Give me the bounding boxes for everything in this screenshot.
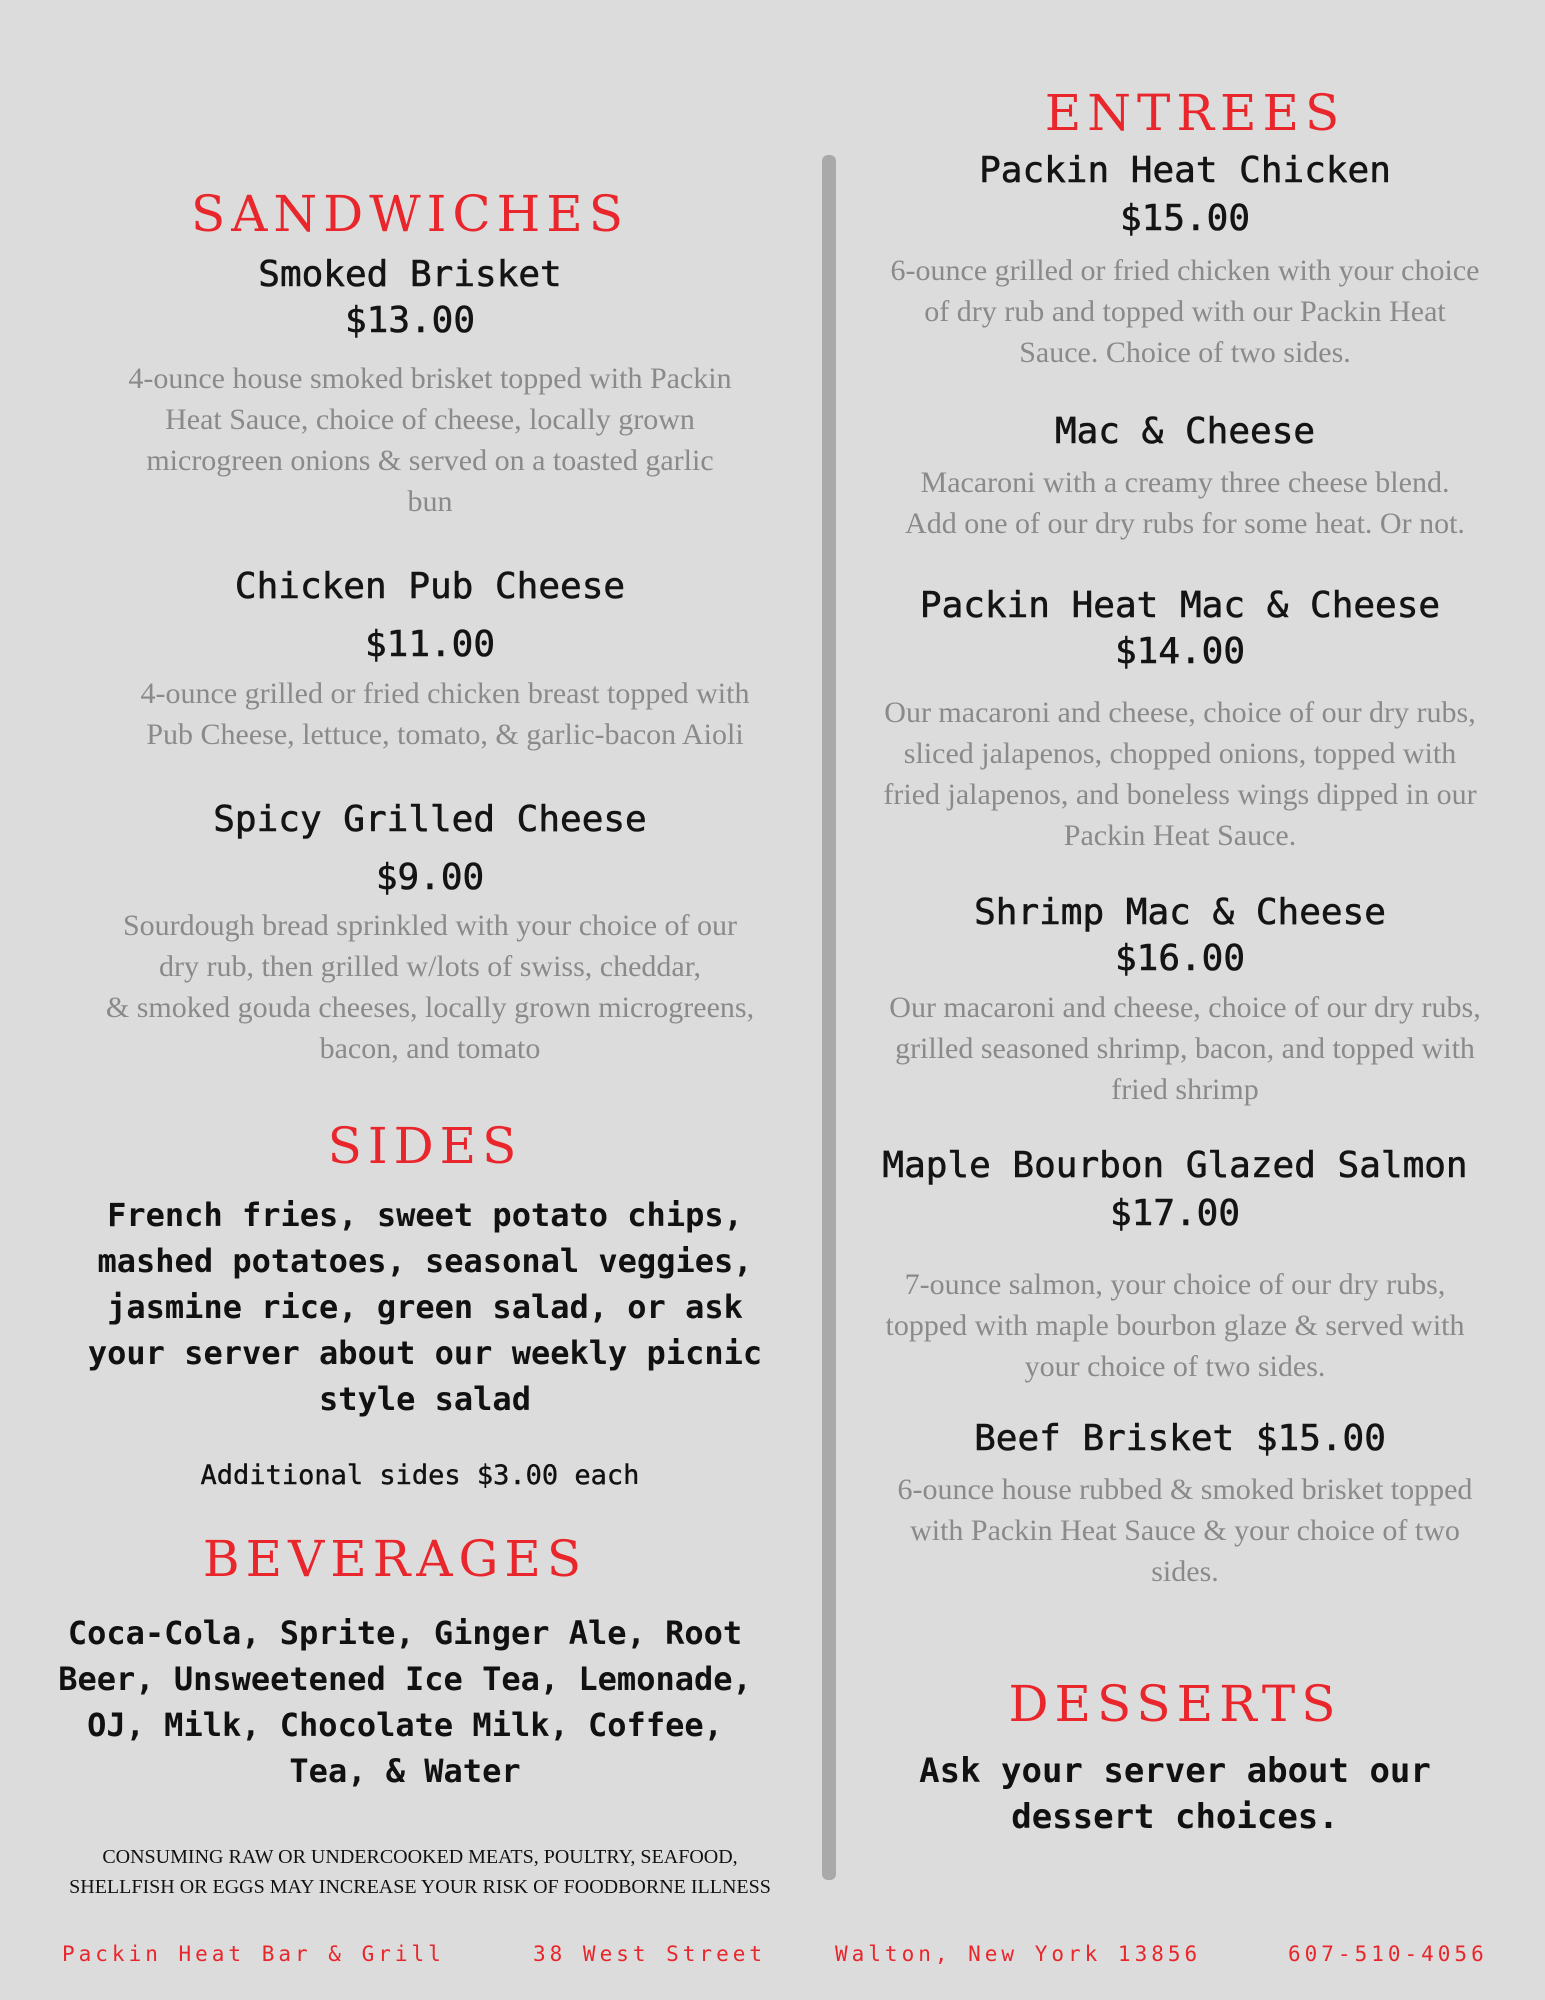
item-name: Packin Heat Chicken [979,150,1391,191]
footer-contact [0,1942,1545,1972]
desserts-text: Ask your server about our dessert choices. [919,1751,1431,1837]
item-description: Sourdough bread sprinkled with your choice of our dry rub, then grilled w/lots of swiss, cheddar, & smoked gouda cheeses, locally grown microgreens, bacon, and tomato [105,909,755,1065]
sides-list: French fries, sweet potato chips, mashed potatoes, seasonal veggies, jasmine rice, green salad, or ask your server about our weekly picnic style salad [87,1196,763,1418]
desserts-title: DESSERTS [1008,1675,1342,1733]
entrees-title: ENTREES [1044,84,1346,142]
item-price: $16.00 [1114,938,1246,979]
item-name: Spicy Grilled Cheese [213,799,647,840]
footer-business-name: Packin Heat Bar & Grill [62,1942,445,1966]
item-name: Mac & Cheese [1054,411,1316,452]
item-name: Chicken Pub Cheese [234,566,626,607]
item-name: Shrimp Mac & Cheese [974,892,1386,933]
item-price: $9.00 [375,857,485,898]
footer-street: 38 West Street [533,1942,767,1966]
item-price: $17.00 [1109,1193,1241,1234]
item-description: 7-ounce salmon, your choice of our dry rubs, topped with maple bourbon glaze & served with your choice of two sides. [885,1268,1465,1383]
item-price: $15.00 [1119,198,1251,239]
item-name: Smoked Brisket [258,254,562,295]
item-description: Our macaroni and cheese, choice of our dry rubs, sliced jalapenos, chopped onions, topped with fried jalapenos, and boneless wings dipped in our Packin Heat Sauce. [883,696,1477,852]
sides-title: SIDES [327,1117,523,1175]
item-description: 4-ounce house smoked brisket topped with Packin Heat Sauce, choice of cheese, locally grown microgreen onions & served on a toasted garlic bun [128,362,732,518]
item-price: $14.00 [1114,631,1246,672]
item-description: 6-ounce house rubbed & smoked brisket topped with Packin Heat Sauce & your choice of two sides. [897,1473,1473,1588]
item-description: Macaroni with a creamy three cheese blend. Add one of our dry rubs for some heat. Or not. [905,466,1465,540]
item-price: $11.00 [364,624,496,665]
beverages-list: Coca-Cola, Sprite, Ginger Ale, Root Beer, Unsweetened Ice Tea, Lemonade, OJ, Milk, Chocolate Milk, Coffee, Tea, & Water [58,1614,752,1790]
beverages-title: BEVERAGES [202,1530,588,1588]
item-name: Maple Bourbon Glazed Salmon [882,1145,1468,1186]
item-name: Packin Heat Mac & Cheese [919,585,1441,626]
item-description: 6-ounce grilled or fried chicken with your choice of dry rub and topped with our Packin Heat Sauce. Choice of two sides. [890,254,1480,369]
item-description: Our macaroni and cheese, choice of our dry rubs, grilled seasoned shrimp, bacon, and topped with fried shrimp [889,991,1481,1106]
item-name: Beef Brisket $15.00 [974,1418,1386,1459]
footer-city: Walton, New York 13856 [835,1942,1202,1966]
additional-sides-note: Additional sides $3.00 each [200,1460,640,1491]
food-safety-warning: CONSUMING RAW OR UNDERCOOKED MEATS, POULTRY, SEAFOOD, SHELLFISH OR EGGS MAY INCREASE YOUR RISK OF FOODBORNE ILLNESS [69,1846,771,1898]
sandwiches-title: SANDWICHES [191,185,629,243]
item-price: $13.00 [344,300,476,341]
footer-phone: 607-510-4056 [1288,1942,1488,1966]
item-description: 4-ounce grilled or fried chicken breast topped with Pub Cheese, lettuce, tomato, & garlic-bacon Aioli [140,677,750,751]
column-divider [822,155,836,1880]
